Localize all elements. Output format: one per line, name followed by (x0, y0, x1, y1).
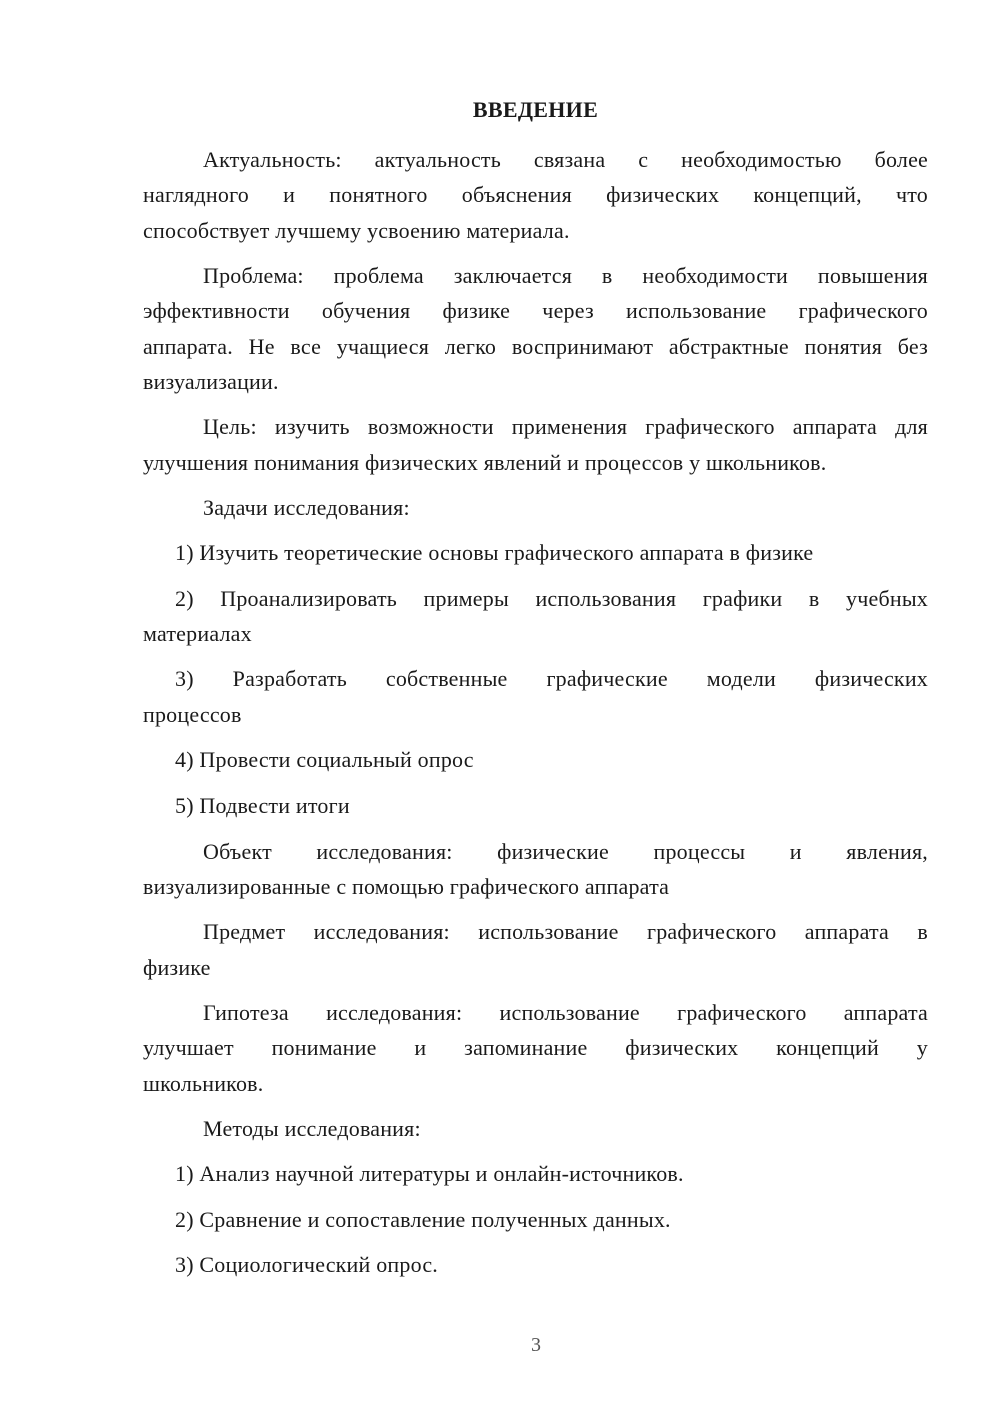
methods-heading: Методы исследования: (203, 1116, 421, 1141)
paragraph-subject-line-2: физике (143, 955, 211, 980)
task-item-3-line-1: 3) Разработать собственные графические модели физических (175, 666, 928, 691)
paragraph-goal-line-2: улучшения понимания физических явлений и процессов у школьников. (143, 450, 827, 475)
method-item-3: 3) Социологический опрос. (175, 1252, 438, 1277)
paragraph-problem-line-1: Проблема: проблема заключается в необходимости повышения (203, 263, 928, 288)
task-item-2-line-2: материалах (143, 621, 252, 646)
paragraph-relevance-line-3: способствует лучшему усвоению материала. (143, 218, 570, 243)
paragraph-hypothesis-line-3: школьников. (143, 1071, 264, 1096)
paragraph-problem-line-4: визуализации. (143, 369, 279, 394)
page-number: 3 (531, 1334, 541, 1356)
method-item-2: 2) Сравнение и сопоставление полученных данных. (175, 1207, 671, 1232)
method-item-1: 1) Анализ научной литературы и онлайн-источников. (175, 1161, 684, 1186)
paragraph-hypothesis-line-1: Гипотеза исследования: использование графического аппарата (203, 1000, 928, 1025)
paragraph-hypothesis-line-2: улучшает понимание и запоминание физических концепций у (143, 1035, 928, 1060)
task-item-5: 5) Подвести итоги (175, 793, 350, 818)
task-item-4: 4) Провести социальный опрос (175, 747, 474, 772)
paragraph-relevance-line-2: наглядного и понятного объяснения физических концепций, что (143, 182, 928, 207)
paragraph-goal-line-1: Цель: изучить возможности применения графического аппарата для (203, 414, 928, 439)
task-item-3-line-2: процессов (143, 702, 242, 727)
tasks-heading: Задачи исследования: (203, 495, 410, 520)
paragraph-problem-line-3: аппарата. Не все учащиеся легко воспринимают абстрактные понятия без (143, 334, 928, 359)
page-heading: ВВЕДЕНИЕ (472, 97, 599, 122)
task-item-2-line-1: 2) Проанализировать примеры использования графики в учебных (175, 586, 928, 611)
paragraph-relevance-line-1: Актуальность: актуальность связана с необходимостью более (203, 147, 928, 172)
task-item-1: 1) Изучить теоретические основы графического аппарата в физике (175, 540, 814, 565)
paragraph-object-line-2: визуализированные с помощью графического аппарата (143, 874, 670, 899)
paragraph-object-line-1: Объект исследования: физические процессы и явления, (203, 839, 928, 864)
paragraph-subject-line-1: Предмет исследования: использование графического аппарата в (203, 919, 928, 944)
paragraph-problem-line-2: эффективности обучения физике через использование графического (143, 298, 928, 323)
